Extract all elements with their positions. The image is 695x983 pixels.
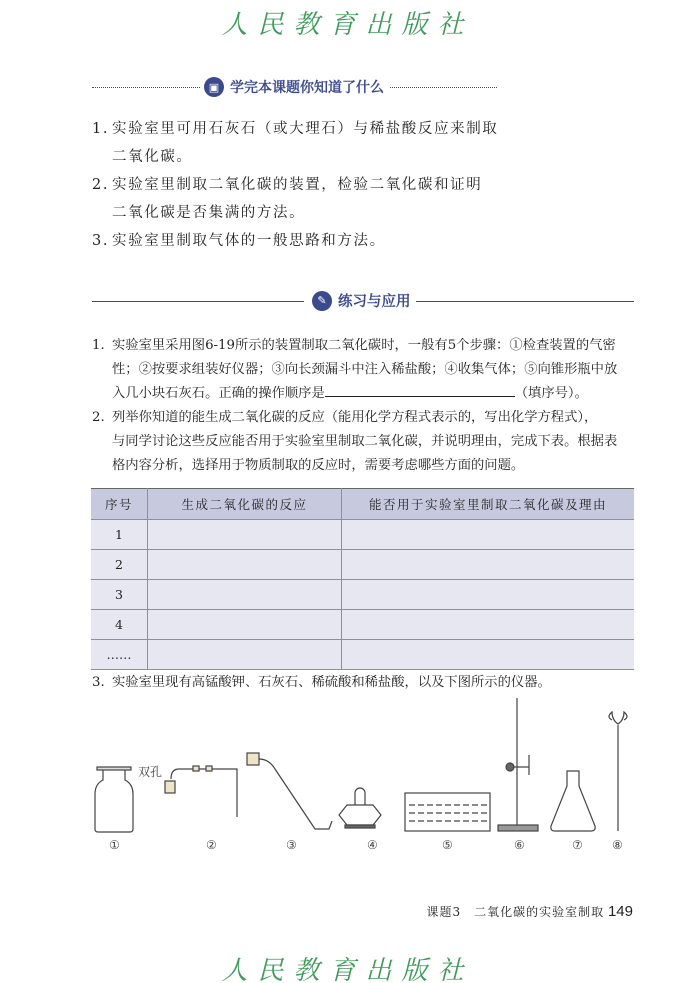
item-text: 实验室里制取气体的一般思路和方法。 xyxy=(112,233,386,249)
table-row xyxy=(91,610,634,640)
apparatus-label: ③ xyxy=(286,838,297,852)
q-num: 3. xyxy=(92,675,105,690)
apparatus-label: ④ xyxy=(367,838,378,852)
item-text: 二氧化碳。 xyxy=(112,149,193,165)
apparatus-label: ① xyxy=(109,838,120,852)
page-footer xyxy=(427,903,634,920)
row-index: 2 xyxy=(91,550,148,580)
review-item xyxy=(92,227,498,255)
two-hole-label: 双孔 xyxy=(138,765,163,779)
q-text: 格内容分析，选择用于物质制取的反应时，需要考虑哪些方面的问题。 xyxy=(112,458,525,473)
exercises xyxy=(92,334,637,478)
item-text: 二氧化碳是否集满的方法。 xyxy=(112,205,306,221)
answer-cell[interactable] xyxy=(342,550,635,580)
q-text: 列举你知道的能生成二氧化碳的反应（能用化学方程式表示的，写出化学方程式）， xyxy=(112,410,598,425)
answer-cell[interactable] xyxy=(148,580,342,610)
table-row xyxy=(91,580,634,610)
alcohol-lamp xyxy=(339,788,381,828)
conical-flask xyxy=(551,771,595,831)
answer-cell[interactable] xyxy=(342,610,635,640)
practice-heading-text: 练习与应用 xyxy=(338,294,411,310)
q-text: 实验室里采用图6-19所示的装置制取二氧化碳时，一般有5个步骤：①检查装置的气密 xyxy=(112,338,616,353)
table-row xyxy=(91,520,634,550)
item-num: 1. xyxy=(92,121,110,137)
apparatus-figure xyxy=(85,695,640,840)
q-text: 实验室里现有高锰酸钾、石灰石、稀硫酸和稀盐酸，以及下图所示的仪器。 xyxy=(112,675,551,690)
row-index: 1 xyxy=(91,520,148,550)
water-trough xyxy=(405,793,490,831)
row-index: 3 xyxy=(91,580,148,610)
column-header: 生成二氧化碳的反应 xyxy=(148,489,342,520)
answer-cell[interactable] xyxy=(342,580,635,610)
q-text: 与同学讨论这些反应能否用于实验室里制取二氧化碳，并说明理由，完成下表。根据表 xyxy=(112,434,618,449)
publisher-watermark-top: 人民教育出版社 xyxy=(221,10,474,40)
apparatus-label: ⑤ xyxy=(442,838,453,852)
item-num: 3. xyxy=(92,233,110,249)
item-text: 实验室里可用石灰石（或大理石）与稀盐酸反应来制取 xyxy=(112,121,499,137)
question-3 xyxy=(92,671,637,695)
q-text: 入几小块石灰石。正确的操作顺序是 xyxy=(112,386,325,401)
apparatus-label: ⑥ xyxy=(514,838,525,852)
review-heading xyxy=(204,77,384,97)
answer-cell[interactable] xyxy=(148,640,342,670)
lesson-title: 课题3 二氧化碳的实验室制取 xyxy=(426,905,605,919)
column-header: 能否用于实验室里制取二氧化碳及理由 xyxy=(342,489,635,520)
item-num: 2. xyxy=(92,177,110,193)
column-header: 序号 xyxy=(91,489,148,520)
apparatus-label: ② xyxy=(206,838,217,852)
table-row xyxy=(91,640,634,670)
divider xyxy=(92,87,200,88)
divider xyxy=(416,301,634,302)
row-index: 4 xyxy=(91,610,148,640)
answer-cell[interactable] xyxy=(148,550,342,580)
table-row xyxy=(91,550,634,580)
long-neck-funnel xyxy=(609,712,627,831)
co2-reaction-table xyxy=(91,488,634,670)
review-item xyxy=(92,115,498,143)
two-hole-stopper-tube xyxy=(165,766,237,817)
answer-cell[interactable] xyxy=(148,610,342,640)
item-text: 实验室里制取二氧化碳的装置，检验二氧化碳和证明 xyxy=(112,177,483,193)
q-text: （填序号）。 xyxy=(514,386,588,401)
gas-bottle xyxy=(95,767,133,832)
answer-cell[interactable] xyxy=(342,520,635,550)
row-index: …… xyxy=(91,640,148,670)
book-icon: ▣ xyxy=(204,77,224,97)
answer-cell[interactable] xyxy=(148,520,342,550)
review-heading-text: 学完本课题你知道了什么 xyxy=(230,80,384,96)
answer-blank[interactable] xyxy=(325,382,515,397)
divider xyxy=(390,87,497,88)
q-text: 性；②按要求组装好仪器；③向长颈漏斗中注入稀盐酸；④收集气体；⑤向锥形瓶中放 xyxy=(112,362,618,377)
q-num: 2. xyxy=(92,410,105,425)
page-number: 149 xyxy=(607,903,633,920)
practice-heading xyxy=(312,290,411,311)
divider xyxy=(92,301,304,302)
review-item xyxy=(92,171,498,199)
answer-cell[interactable] xyxy=(342,640,635,670)
q-num: 1. xyxy=(92,338,105,353)
apparatus-label: ⑧ xyxy=(612,838,623,852)
apparatus-label: ⑦ xyxy=(572,838,583,852)
publisher-watermark-bottom: 人民教育出版社 xyxy=(221,956,474,983)
stopper-bent-tube xyxy=(247,753,332,829)
review-list xyxy=(92,115,498,255)
iron-stand xyxy=(498,698,538,831)
pencil-check-icon: ✎ xyxy=(312,291,332,311)
